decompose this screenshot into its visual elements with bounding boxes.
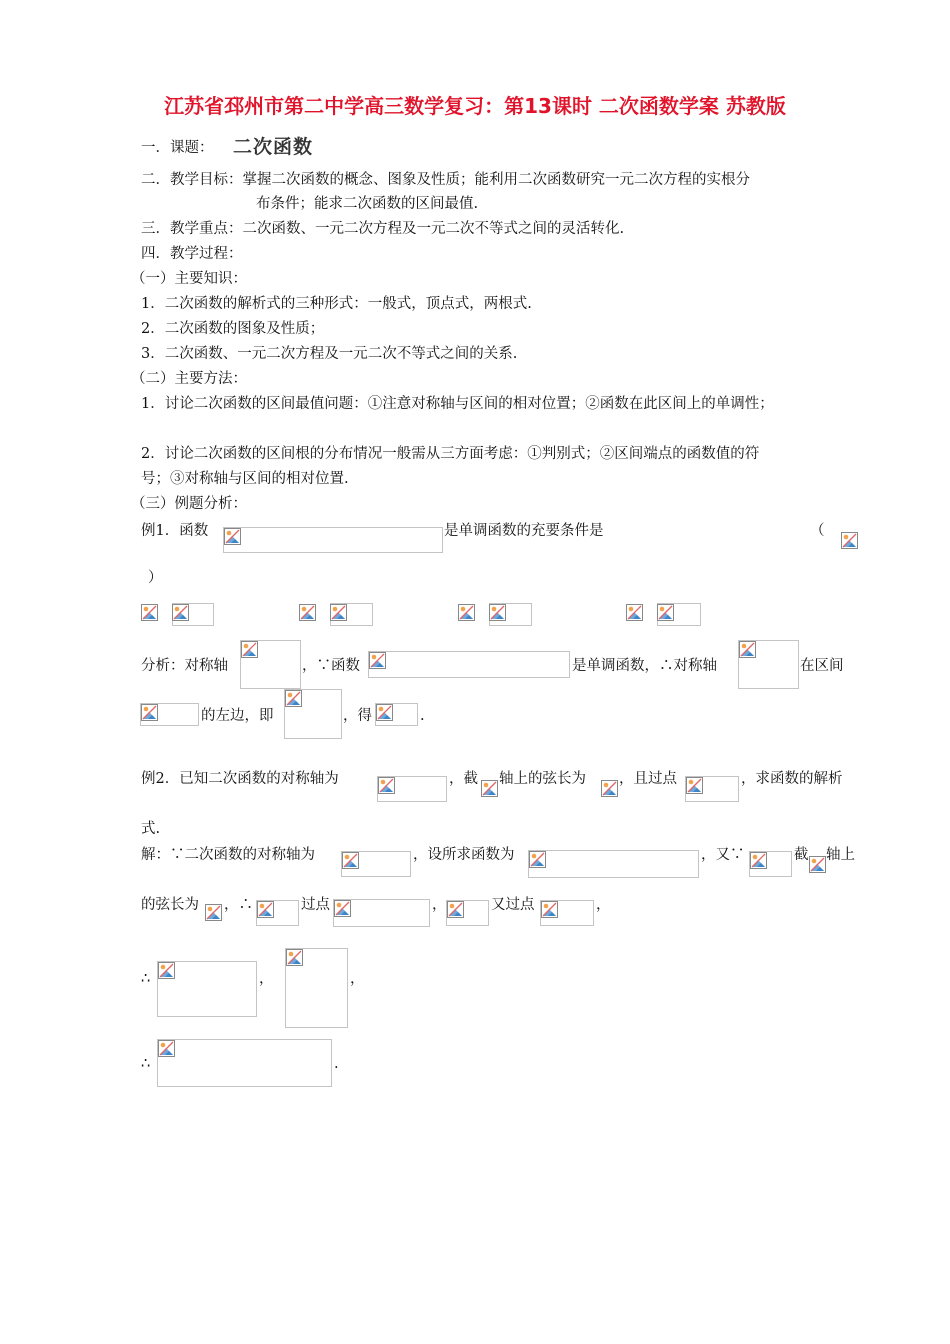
broken-image-icon	[739, 641, 756, 658]
solution-p6: 的弦长为	[141, 897, 199, 913]
analysis-p6: ，得	[343, 708, 372, 724]
topic-value: 二次函数	[233, 136, 314, 158]
ex2-p5: ，求函数的解析	[741, 771, 843, 787]
methods-item-2-line1: 2．讨论二次函数的区间根的分布情况一般需从三方面考虑：①判别式；②区间端点的函数值的符	[141, 446, 760, 462]
solution-p4: 截	[794, 847, 809, 863]
goals-line2: 布条件；能求二次函数的区间最值.	[256, 196, 479, 212]
analysis-p5: 的左边，即	[201, 708, 274, 724]
broken-image-icon	[750, 852, 767, 869]
broken-image-icon	[529, 851, 546, 868]
broken-image-icon	[205, 904, 222, 921]
broken-image-icon	[285, 690, 302, 707]
process-heading: 四．教学过程：	[141, 246, 243, 262]
solution-p14: ，	[350, 971, 365, 987]
solution-p15: ∴	[141, 1056, 151, 1072]
broken-image-icon	[601, 780, 618, 797]
broken-image-icon	[686, 777, 703, 794]
broken-image-icon	[841, 532, 858, 549]
topic-label: 一．课题：	[141, 140, 214, 156]
page-title: 江苏省邳州市第二中学高三数学复习：第13课时 二次函数学案 苏教版	[164, 94, 786, 118]
broken-image-icon	[158, 1040, 175, 1057]
broken-image-icon	[286, 949, 303, 966]
methods-heading: （二）主要方法：	[131, 371, 247, 387]
broken-image-icon	[378, 777, 395, 794]
broken-image-icon	[342, 852, 359, 869]
ex1-paren-close: ）	[148, 570, 163, 586]
solution-p16: .	[334, 1056, 339, 1072]
broken-image-icon	[241, 641, 258, 658]
ex2-p4: ，且过点	[619, 771, 677, 787]
solution-p12: ∴	[141, 971, 151, 987]
ex2-p1: 例2．已知二次函数的对称轴为	[141, 771, 339, 787]
solution-p13: ，	[259, 971, 274, 987]
broken-image-icon	[657, 604, 674, 621]
broken-image-icon	[330, 604, 347, 621]
ex1-prefix: 例1．函数	[141, 523, 209, 539]
solution-p2: ，设所求函数为	[413, 847, 515, 863]
goals-line1: 二．教学目标：掌握二次函数的概念、图象及性质；能利用二次函数研究一元二次方程的实根分	[141, 172, 750, 188]
knowledge-heading: （一）主要知识：	[131, 271, 247, 287]
broken-image-icon	[541, 901, 558, 918]
broken-image-icon	[257, 901, 274, 918]
formula-image-box	[223, 527, 443, 553]
examples-heading: （三）例题分析：	[131, 496, 247, 512]
formula-image-box	[368, 651, 570, 678]
solution-p7: ，∴	[224, 897, 253, 913]
formula-image-box	[157, 1039, 332, 1087]
analysis-p7: .	[420, 708, 425, 724]
knowledge-item-2: 2．二次函数的图象及性质；	[141, 321, 325, 337]
key-points: 三．教学重点：二次函数、一元二次方程及一元二次不等式之间的灵活转化.	[141, 221, 625, 237]
knowledge-item-3: 3．二次函数、一元二次方程及一元二次不等式之间的关系.	[141, 346, 518, 362]
broken-image-icon	[376, 704, 393, 721]
solution-p10: 又过点	[491, 897, 535, 913]
solution-p1: 解：∵二次函数的对称轴为	[141, 847, 315, 863]
broken-image-icon	[369, 652, 386, 669]
broken-image-icon	[458, 604, 475, 621]
ex2-p6: 式.	[141, 821, 161, 837]
broken-image-icon	[141, 604, 158, 621]
methods-item-1: 1．讨论二次函数的区间最值问题：①注意对称轴与区间的相对位置；②函数在此区间上的单调性；	[141, 396, 774, 412]
analysis-p3: 是单调函数，∴对称轴	[572, 658, 717, 674]
analysis-p2: ，∵函数	[302, 658, 360, 674]
broken-image-icon	[626, 604, 643, 621]
broken-image-icon	[141, 704, 158, 721]
methods-item-2-line2: 号；③对称轴与区间的相对位置.	[141, 471, 349, 487]
broken-image-icon	[809, 856, 826, 873]
formula-image-box	[528, 850, 699, 878]
ex1-suffix: 是单调函数的充要条件是	[444, 523, 604, 539]
broken-image-icon	[158, 962, 175, 979]
broken-image-icon	[299, 604, 316, 621]
solution-p5: 轴上	[826, 847, 855, 863]
solution-p9: ，	[432, 897, 447, 913]
ex2-p3: 轴上的弦长为	[499, 771, 586, 787]
broken-image-icon	[481, 780, 498, 797]
solution-p11: ，	[596, 897, 611, 913]
analysis-p4: 在区间	[800, 658, 844, 674]
knowledge-item-1: 1．二次函数的解析式的三种形式：一般式，顶点式，两根式.	[141, 296, 532, 312]
broken-image-icon	[172, 604, 189, 621]
ex2-p2: ，截	[449, 771, 478, 787]
broken-image-icon	[489, 604, 506, 621]
analysis-p1: 分析：对称轴	[141, 658, 228, 674]
solution-p3: ，又∵	[701, 847, 745, 863]
broken-image-icon	[447, 901, 464, 918]
ex1-paren-open: （	[810, 523, 825, 539]
broken-image-icon	[224, 528, 241, 545]
broken-image-icon	[334, 900, 351, 917]
solution-p8: 过点	[301, 897, 330, 913]
